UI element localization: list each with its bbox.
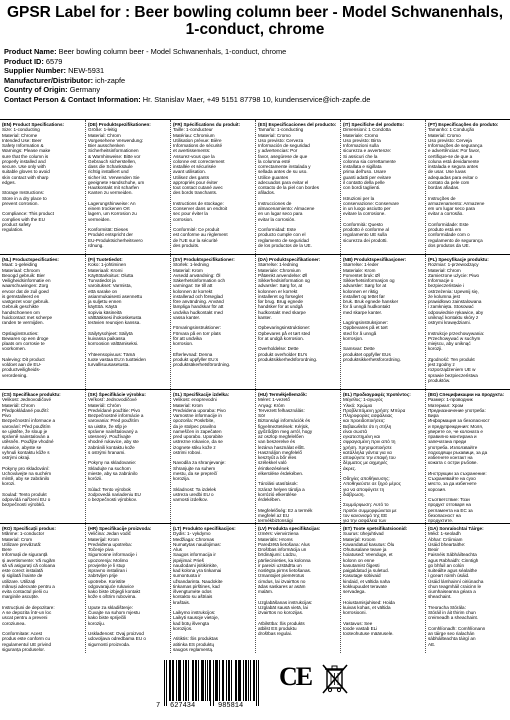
language-spec-block (255, 390, 340, 523)
language-spec-block (340, 255, 425, 389)
product-info-label: Contact Person & Contact Information: (4, 94, 141, 104)
barcode-bars (164, 660, 264, 708)
barcode-bar (231, 660, 232, 701)
spec-block-title: (LT) Produkto specifikacijos: (173, 526, 236, 531)
language-spec-block (85, 390, 170, 523)
spec-block-title: (DA) Produktspecifikationer: (258, 257, 321, 262)
spec-block-text: Méid: 1-seoladh Ábhar: Cróimiam Úsáid bheartaithe: Beoir Faisnéis Sábháilteachta agus Rabhaidh: Cinntigh go bhfuil an colún suiteáilte agus séalaithe i gceart roimh úsáid. Úsáid lámhainní oiriúnacha chun teagmháil craicinn le ciumhaiseanna géara a sheachaint. Treoracha Stórála: Stóráil in áit thirim chun creimeadh a sheachaint. Comhlíonadh: Comhlíonann an táirge seo rialachán sábháilteachta táirgí an AE. (428, 531, 486, 647)
spec-block-text: Velikost: Jednovodičové Materiál: Chrom Předpokládané použití: Pivo Bezpečnostní informace a varování: Před použitím se ujistěte, že sloup je správně nainstalován a utěsněn. Použijte vhodné rukavice, abyste se vyhnuli kontaktu kůže s ostrými okraji. Pokyny pro skladování: Uchovávejte na suchém místě, aby se zabránilo korozi. Soulad: Tento produkt odpovídá nařízení EU o bezpečnosti výrobků. (2, 397, 56, 508)
spec-block-text: Tamaño: 1-conducting Material: Cromo Uso previsto: Cerveza Información de seguridad y advertencias: Por favor, asegúrese de que la columna esté correctamente instalada y sellada antes de su uso. Utilice guantes adecuados para evitar el contacto de la piel con bordes afilados. Instrucciones de almacenamiento: Almacene en un lugar seco para evitar la corrosión. Conformidad: Este producto cumple con el reglamento de seguridad de los productos de la UE. (258, 127, 320, 248)
barcode-bar (228, 660, 229, 701)
spec-block-title: (SK) Špecifikácie výrobku: (88, 392, 146, 397)
spec-block-title: (NB) Produktspesifikasjoner: (343, 257, 407, 262)
barcode-bar (192, 660, 193, 701)
spec-block-title: (BG) Спецификации на продукта: (428, 392, 505, 397)
product-info-value: NEW-5931 (68, 66, 105, 76)
product-info-row (4, 47, 506, 57)
spec-block-title: (HU) Termékjellemzők: (258, 392, 308, 397)
product-info-label: Manufacturer/Distributor: (4, 75, 94, 85)
product-info-label: Product Name: (4, 47, 57, 56)
language-spec-block (0, 390, 85, 523)
barcode-bar (229, 660, 230, 701)
specifications-row (0, 523, 510, 653)
barcode-bar (215, 660, 216, 701)
barcode-bar (202, 660, 203, 701)
language-spec-block (340, 390, 425, 523)
spec-block-title: (PL) Specyfikacje produktu: (428, 257, 489, 262)
barcode-bar (196, 660, 197, 701)
barcode-bar (207, 660, 208, 701)
language-spec-block (425, 524, 510, 653)
language-spec-block (85, 524, 170, 653)
spec-block-text: Rozmiar: 1-przewodzący Materiał: Chrom Zamierzone użycie: Piwo Informacje o bezpieczeństwie i ostrzeżenia: Upewnij się, że kolumna jest prawidłowo zainstalowana i zamknięta. Stosować odpowiednie rękawice, aby uniknąć kontaktu skóry z ostrymi krawędziami. Instrukcje przechowywania: Przechowywać w suchym miejscu, aby uniknąć korozji. Zgodność: Ten produkt jest zgodny z rozporządzeniem UE w sprawie bezpieczeństwa produktów. (428, 262, 485, 383)
label-header (0, 0, 510, 38)
specifications-grid (0, 119, 510, 653)
spec-block-title: (GA) Sonraíochtaí Táirge: (428, 526, 484, 531)
product-info-label: Supplier Number: (4, 66, 67, 76)
barcode-bar (205, 660, 206, 701)
barcode-bar (235, 660, 236, 701)
language-spec-block (85, 120, 170, 254)
spec-block-title: (RO) Specificații produs: (2, 526, 56, 531)
barcode-bar (223, 660, 224, 701)
language-spec-block (170, 390, 255, 523)
spec-block-text: Veličina: Jedan vodič Materijal: Krom Predviđena upotreba: Točenje piva Sigurnosne informacije i upozorenja: Molimo provjerite je li stup ispravno instaliran i zabrtvljen prije upotrebe. Koristite odgovarajuće rukavice kako biste izbjegli kontakt kože s oštrim rubovima. Upute za skladištenje: Čuvajte na suhom mjestu kako biste spriječili koroziju. Usklađenost: Ovaj proizvod udovoljava odredbama EU o sigurnosti proizvoda. (88, 531, 146, 647)
crossed-out-bin-icon (322, 662, 348, 694)
language-spec-block (255, 120, 340, 254)
barcode-bar (180, 660, 181, 701)
spec-block-title: (ET) Toote spetsifikatsioonid: (343, 526, 408, 531)
product-info (0, 38, 510, 105)
barcode-bar (250, 660, 251, 701)
label-title: GPSR Label for : Beer bowling column beer - Model Schwanenhals, 1-conduct, chrome (6, 4, 504, 38)
barcode-bar (209, 660, 210, 701)
spec-block-title: (PT) Especificações do produto: (428, 122, 499, 127)
language-spec-block (0, 255, 85, 389)
barcode-first-digit: 7 (156, 702, 161, 710)
spec-block-title: (FI) Tuotetiedot: (88, 257, 123, 262)
spec-block-text: Suurus: ühejuhtivad Materjal: Kroom Kavandatud kasutus: Õlu Ohutusalane teave ja hoiatused: Veenduge, et kolonn on enne kasutamist õigesti paigaldatud ja suletud. Kasutage sobivaid kindaid, et vältida naha kokkupuudet teravate servadega. Hoiustamisjuhised: Hoida kuivas kohas, et vältida korrosiooni. Vastavus: See toode vastab ELi tooteohutuse määrusele. (343, 531, 395, 636)
label-footer (0, 658, 510, 720)
language-spec-block (425, 255, 510, 389)
product-info-value: Hr. Stanislav Maer, +49 5151 87798 10, kundenservice@ich-zapfe.de (142, 94, 371, 104)
specifications-row (0, 119, 510, 254)
barcode-bar (253, 660, 254, 701)
barcode-bar (219, 660, 220, 701)
language-spec-block (255, 255, 340, 389)
spec-block-title: (DE) Produktspezifikationen: (88, 122, 151, 127)
barcode-bar (170, 660, 171, 701)
spec-block-text: Taille: 1-conducteur Matériau: Chromium Utilisation prévue: Bière Informations de sécurité et avertissements: Assurez-vous que la colonne est correctement installée et sécurisée avant utilisation. Utilisez des gants appropriés pour éviter tout contact cutané avec des bords tranchants. Instructions de stockage: Conserver dans un endroit sec pour éviter la corrosion. Conformité: Ce produit est conforme au règlement de l'UE sur la sécurité des produits. (173, 127, 228, 248)
barcode-bar (222, 660, 223, 701)
language-spec-block (425, 390, 510, 523)
spec-block-title: (FR) Spécifications du produit: (173, 122, 241, 127)
language-spec-block (170, 120, 255, 254)
spec-block-title: (HR) Specifikacije proizvoda: (88, 526, 152, 531)
product-info-value: Germany (69, 85, 101, 95)
spec-block-text: Velikost: enoprevodni Material: Krom Predvidena uporaba: Pivo Varnostne informacije in opozorila: Poskrbite, da je stolpec pravilno nameščen in zapečaten pred uporabo. Uporabite ustrezne rokavice, da se izognete stiku kože z ostrimi robovi. Navodila za shranjevanje: Shranjujte na suhem mestu, da se preprečí korozija. Skladnost: Ta izdelek ustreza uredbi EU o varnosti izdelkov. (173, 397, 226, 502)
barcode-bar (186, 660, 187, 701)
spec-block-text: Veľkosť: Jednovodičové Materiál: Chróm Predvídané použitie: Pivo Bezpečnostné informácie a varovania: Pred použitím sa uistite, že stĺp je správne nainštalovaný a utesnený. Používajte vhodné rukavice, aby ste zabránili kontaktu kože s ostrými hranami. Pokyny na skladovanie: Skladujte na suchom mieste, aby sa zabránilo korózii. Súlad: Tento výrobok zodpovedá nariadeniu EU o bezpečnosti výrobkov. (88, 397, 144, 502)
barcode-bar (245, 660, 246, 701)
spec-block-title: (SL) Specifikacije izdelka: (173, 392, 230, 397)
barcode-bar (256, 660, 257, 706)
spec-block-text: Mărime: 1-conductor Material: Crom Utilizare prevăzută: Bere Informații de siguranță și avertismente: Vă rugăm să vă asigurați că coloana este corect instalată și sigilată înainte de utilizare. Utilizați mănuși adecvate pentru a evita contactul pielii cu marginile ascuțite. Instrucțiuni de depozitare: A se depozita într-un loc uscat pentru a preveni coroziunea. Conformitate: Acest produs este conform cu regulamentul UE privind siguranța produselor. (2, 531, 56, 652)
specifications-row (0, 389, 510, 523)
product-info-row (4, 76, 506, 86)
language-spec-block (340, 524, 425, 653)
barcode-bar (185, 660, 186, 701)
spec-block-title: (SV) Produktspecifikationer: (173, 257, 235, 262)
product-info-row (4, 85, 506, 95)
language-spec-block (255, 524, 340, 653)
product-info-row (4, 66, 506, 76)
spec-block-text: Dimensioni: 1 Condotta Materiale: Cromo Uso previsto: Birra Informazioni sulla sicurezza e avvertenze: Si assicuri che la colonna sia correttamente installata e sigillata prima dell'uso. Usare guanti adatti per evitare il contatto della pelle con bordi taglienti. Istruzioni per la conservazione: Conservare in un luogo asciutto per evitare la corrosione. Conformità: Questo prodotto è conforme al regolamento UE sulla sicurezza dei prodotti. (343, 127, 399, 243)
barcode-bar (188, 660, 189, 701)
product-info-label: Product ID: (4, 56, 44, 66)
barcode-bar (240, 660, 241, 701)
spec-block-title: (CS) Specifikace produktu: (2, 392, 61, 397)
product-info-value: Beer bowling column beer - Model Schwanenhals, 1-conduct, chrome (58, 47, 287, 56)
product-info-value: ich-zapfe (95, 75, 126, 85)
product-info-label: Country of Origin: (4, 85, 68, 95)
spec-block-text: Méret: 1-vezető Anyag: Króm Tervezett felhasználás: Sör Biztonsági információk és figyelmeztetések: Kérjük, győződjön meg arról, hogy az oszlop megfelelően van beszerelve és lezárva használat előtt. Használjon megfelelő kesztyűt a bőr éles szélekkel való érintkezésének elkerülése érdekében. Tárolási utasítások: Száraz helyen tárolja a korrózió elkerülése érdekében. Megfelelőség: Ez a termék megfelel az EU termékbiztonsági (258, 397, 313, 523)
spec-block-text: Størrelse: 1-ledning Materiale: Chromium Påtænkt anvendelse: Øl Sikkerhedsinformation og advarsler: Sørg for, at kolonnen er korrekt installeret og forseglet før brug. Brug egnede handsker for at undgå hudkontakt med skarpe kanter. Opbevaringsinstruktioner: Opbevares på et tørt sted for at undgå korrosion. Overholdelse: Dette produkt overholder EU's produktsikkerhedsforordning. (258, 262, 318, 362)
spec-block-text: Dydis: 1- vykdymo Medžiaga: Chromas Numatytas naudojimas: Alus Saugos informacija ir įspėjimai: Prieš naudodami įsitikinkite, kad kolona yra tinkamai sumontuota ir užsandarinta. Naudokite tinkamas pirštines, kad išvengtumėte odos kontakto su aštriais kraštais. Laikymo instrukcijos: Laikyti sausoje vietoje, kad būtų išvengta korozijos. Atitiktis: Šis produktas atitinka ES produktų saugos reglamentą. (173, 531, 223, 652)
barcode-bar (195, 660, 196, 701)
spec-block-text: Koko: 1-johtiminen Materiaali: Kromi Käyttötarkoitus: Olutta Turvatiedot ja varoitukset: Varmista, että sarake on asianmukaisesti asennettu ja suljettu ennen käyttöä. Käytä sopivia käsineitä välttääksesi ihokosketusta terävien reunojen kanssa. Säilytysohjeet: Säilytä kuivassa paikassa korroosion välttämiseksi. Yhteensopivuus: Tämä tuote vastaa EU:n tuotteiden turvallisuusasetusta. (88, 262, 146, 367)
barcode-bar (183, 660, 184, 701)
spec-block-title: (IT) Specifiche del prodotto: (343, 122, 404, 127)
barcode-bar (166, 660, 167, 706)
barcode-bar (179, 660, 180, 701)
product-info-row (4, 57, 506, 67)
ean-barcode (156, 658, 268, 718)
barcode-bar (210, 660, 211, 706)
spec-block-title: (LV) Produkta specifikācijas: (258, 526, 321, 531)
barcode-bar (213, 660, 214, 706)
ce-mark-icon: CE (279, 662, 312, 691)
language-spec-block (0, 524, 85, 653)
barcode-bar (203, 660, 204, 701)
barcode-bar (254, 660, 255, 701)
barcode-bar (226, 660, 227, 701)
spec-block-title: (ES) Especificaciones del producto: (258, 122, 337, 127)
barcode-bar (217, 660, 218, 701)
barcode-right-digits: 985814 (218, 702, 244, 710)
language-spec-block (85, 255, 170, 389)
barcode-bar (178, 660, 179, 701)
language-spec-block (340, 120, 425, 254)
barcode-bar (198, 660, 199, 701)
barcode-bar (258, 660, 259, 706)
barcode-bar (248, 660, 249, 701)
barcode-bar (172, 660, 173, 701)
barcode-bar (169, 660, 170, 701)
barcode-bar (216, 660, 217, 701)
product-info-value: 6579 (45, 56, 63, 66)
spec-block-text: Maat: 1-geleiding Materiaal: Chroom Beoogd gebruik: Bier Veiligheidsinformatie en waarschuwingen: Zorg ervoor dat de zuil goed is geïnstalleerd en vastgezet voor gebruik. Gebruik geschikte handschoenen om huidcontact met scherpe randen te vermijden. Opslaginstructies: Bewaren op een droge plaats om corrosie te voorkomen. Naleving: Dit product voldoet aan de EU- productveiligheids- verordening. (2, 262, 53, 378)
spec-block-text: Størrelse: 1-leder Materiale: Krom Forventet bruk: Øl Sikkerhetsinformasjon og advarsler: Sørg for at kolonnen er riktig installert og tettet før bruk. Bruk egnede hansker for å unngå hudkontakt med skarpe kanter. Lagringsinstruksjoner: Oppbevares på et tørt sted for å unngå korrosjon. Samsvar: Dette produktet oppfyller EUs produktsikkerhetsforordning. (343, 262, 401, 362)
barcode-bar (173, 660, 174, 701)
barcode-left-digits: 627434 (170, 702, 196, 710)
spec-block-title: (EL) Προδιαγραφές προϊόντος: (343, 392, 411, 397)
barcode-bar (193, 660, 194, 701)
language-spec-block (0, 120, 85, 254)
specifications-row (0, 254, 510, 389)
barcode-bar (239, 660, 240, 701)
barcode-bar (164, 660, 165, 706)
barcode-bar (238, 660, 239, 701)
product-info-row (4, 95, 506, 105)
spec-block-text: Размер: 1-проводник Материал: Хром Предназначение употреба: Бира Информация за безопасност и предупреждения: Моля, уверете се, че колоната е правилно монтирана и запечатана преди употреба. Използвайте подходящи ръкавици, за да избегнете контакт на кожата с остри ръбове. Инструкции за съхранение: Съхранявайте на сухо място, за да избегнете корозия. Съответствие: Този продукт отговаря на регламента на ЕС за безопасност на продуктите. (428, 397, 490, 523)
spec-block-text: Izmērs: vienvirziena Materiāls: Hroms Paredzētā lietošana: Alus Drošības informācija un brīdinājumi: Lūdzu, pārliecinieties, ka kolonna ir pareizi uzstādīta un noslēgta pirms lietošanas. Izmantojiet piemērotus cimdus, lai izvairītos no ādas saskares ar asām malām. Uzglabāšanas instrukcijas: Uzglabāt sausā vietā, lai izvairītos no korozijas. Atbilstība: Šis produkts atbilst ES produktu drošības regulai. (258, 531, 313, 636)
language-spec-block (170, 255, 255, 389)
spec-block-text: Tamanho: 1 Condução Material: Cromo Uso previsto: Cerveja Informações de segurança e advertências: Por favor, certifique-se de que a coluna está devidamente instalada e segura antes de usar. Use luvas adequadas para evitar o contato da pele com bordas afiadas. Instruções de armazenamento: Armazene em um lugar seco para evitar a corrosão. Conformidade: Este produto está em conformidade com o regulamento de segurança dos produtos da UE. (428, 127, 485, 248)
barcode-bar (236, 660, 237, 701)
barcode-bar (201, 660, 202, 701)
language-spec-block (425, 120, 510, 254)
spec-block-title: (NL) Productspecificaties: (2, 257, 59, 262)
barcode-bar (246, 660, 247, 701)
spec-block-text: Größe: 1-leitig Material: Chrom Vorgesehene Verwendung: Bier ausschenken Sicherheitsinformationen & Warnhinweise: Bitte vor Gebrauch sicherstellen, dass die Schanksäule richtig installiert und sicher ist. Verwenden Sie geeignete Handschuhe, um Hautkontakt mit scharfen Kanten zu vermeiden. Lagerungshinweise: An einem trockenen Ort lagern, um Korrosion zu vermeiden. Konformität: Dieses Produkt entspricht der EU-Produktsicherheitsvero rdnung. (88, 127, 145, 248)
spec-block-text: Size: 1-conducting Material: Chrome Intended Use: Beer Safety Information & Warnings: Please make sure that the column is properly installed and secure. Use only with suitable gloves to avoid skin contact with sharp edges. Storage Instructions: Store in a dry place to prevent corrosion. Compliance: This product complies with the EU product safety regulation. (2, 127, 55, 232)
barcode-bar (176, 660, 177, 701)
spec-block-text: Storlek: 1-ledning Material: Krom Avsedd användning: Öl Säkerhetsinformation och varningar: Se till att kolonnen är korrekt installerad och förseglad före användning. Använd lämpliga handskar för att undvika hudkontakt med vassa kanter. Förvaringsinstruktioner: Förvara på en torr plats för att undvika korrosion. Efterlevnad: Denna produkt uppfyller EU:s produktsäkerhetsförordning. (173, 262, 231, 367)
spec-block-title: (EN) Product Specifications: (2, 122, 65, 127)
language-spec-block (170, 524, 255, 653)
barcode-bar (243, 660, 244, 701)
spec-block-text: Μέγεθος: 1-αγωγός Υλικό: Χρώμιο Προβλεπόμενη χρήση: Μπύρα Πληροφορίες ασφάλειας και προειδοποιήσεις: Βεβαιωθείτε ότι η στήλη είναι σωστά εγκατεστημένη και σφραγισμένη πριν από τη χρήση. Χρησιμοποιήστε κατάλληλα γάντια για να αποφύγετε την επαφή του δέρματος με αιχμηρές άκρες. Οδηγίες αποθήκευσης: Αποθηκεύστε σε ξηρό μέρος για να αποφύγετε τη διάβρωση. Συμμόρφωση: Αυτό το προϊόν συμμορφώνεται με τον κανονισμό της ΕΕ για την ασφάλεια των (343, 397, 406, 523)
